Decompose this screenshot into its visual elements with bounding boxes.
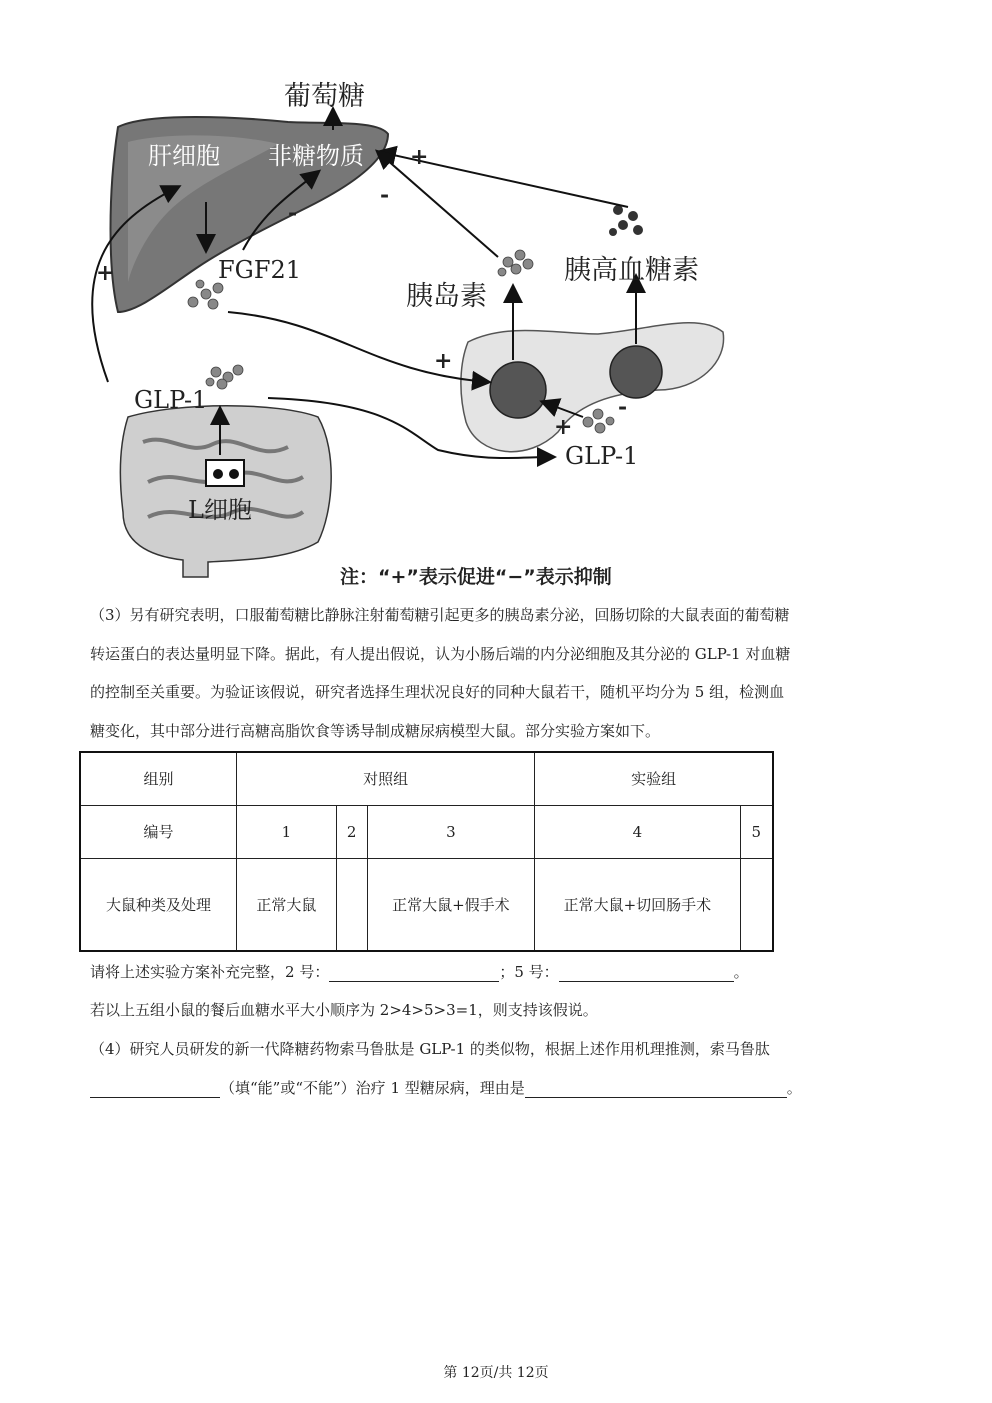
page-footer: 第 12页/共 12页 <box>443 1365 549 1381</box>
q3-line: 转运蛋白的表达量明显下降。据此，有人提出假说，认为小肠后端的内分泌细胞及其分泌的 GLP-1 对血糖 <box>90 644 791 663</box>
table-cell: 正常大鼠 <box>237 858 337 951</box>
table-cell: 编号 <box>80 805 237 858</box>
glp1-left-label: GLP-1 <box>134 386 208 414</box>
q4-line-1: （4）研究人员研发的新一代降糖药物索马鲁肽是 GLP-1 的类似物，根据上述作用机理推测，索马鲁肽 <box>90 1040 770 1058</box>
fill-end: 。 <box>733 963 749 981</box>
fill-prefix: 请将上述实验方案补充完整，2 号： <box>90 963 330 981</box>
table-cell: 1 <box>237 805 337 858</box>
minus-sign: - <box>288 200 298 226</box>
q4-end: 。 <box>786 1079 802 1097</box>
experiment-table <box>79 751 774 952</box>
table-cell: 4 <box>535 805 740 858</box>
table-cell: 对照组 <box>237 752 535 805</box>
q3-line: （3）另有研究表明，口服葡萄糖比静脉注射葡萄糖引起更多的胰岛素分泌，回肠切除的大鼠表面的葡萄糖 <box>90 606 790 624</box>
plus-sign: + <box>554 414 573 440</box>
glucagon-label: 胰高血糖素 <box>564 255 699 286</box>
table-row <box>80 805 773 858</box>
table-cell: 组别 <box>80 752 237 805</box>
fill-in-line <box>90 961 749 982</box>
glp1-right-label: GLP-1 <box>565 442 639 470</box>
plus-sign: + <box>410 144 429 170</box>
table-cell: 大鼠种类及处理 <box>80 858 237 951</box>
insulin-label: 胰岛素 <box>406 281 487 312</box>
minus-sign: - <box>380 182 390 208</box>
table-cell <box>336 858 367 951</box>
table-cell: 正常大鼠+切回肠手术 <box>535 858 740 951</box>
glucose-label: 葡萄糖 <box>284 81 365 112</box>
diagram-note: 注：“+”表示促进“−”表示抑制 <box>340 566 612 588</box>
table-cell: 实验组 <box>535 752 773 805</box>
table-row <box>80 858 773 951</box>
fgf21-label: FGF21 <box>218 256 302 284</box>
answer-blank-2[interactable] <box>329 965 499 982</box>
physiology-diagram <box>88 72 728 592</box>
table-cell: 2 <box>336 805 367 858</box>
answer-blank-reason[interactable] <box>525 1081 787 1098</box>
islet-left <box>490 362 546 418</box>
table-cell: 正常大鼠+假手术 <box>367 858 535 951</box>
minus-sign: - <box>618 394 628 420</box>
liver-cell-label: 肝细胞 <box>148 142 220 170</box>
fill-mid: ；5 号： <box>499 963 559 981</box>
q3-line: 的控制至关重要。为验证该假说，研究者选择生理状况良好的同种大鼠若干，随机平均分为 5 组，检测血 <box>90 683 785 701</box>
non-sugar-label: 非糖物质 <box>268 142 364 170</box>
plus-sign: + <box>434 348 453 374</box>
islet-right <box>610 346 662 398</box>
table-row <box>80 752 773 805</box>
answer-blank-can[interactable] <box>90 1081 220 1098</box>
l-cell-label: L细胞 <box>188 496 252 524</box>
plus-sign: + <box>96 260 115 286</box>
table-cell <box>740 858 773 951</box>
q3-line: 糖变化，其中部分进行高糖高脂饮食等诱导制成糖尿病模型大鼠。部分实验方案如下。 <box>90 721 661 740</box>
answer-blank-5[interactable] <box>559 965 734 982</box>
conclusion-line: 若以上五组小鼠的餐后血糖水平大小顺序为 2>4>5>3=1，则支持该假说。 <box>90 1001 598 1019</box>
q3-paragraph <box>90 596 910 750</box>
table-cell: 5 <box>740 805 773 858</box>
q4-line-2 <box>90 1077 802 1098</box>
table-cell: 3 <box>367 805 535 858</box>
q4-mid: （填“能”或“不能”）治疗 1 型糖尿病，理由是 <box>220 1079 525 1097</box>
